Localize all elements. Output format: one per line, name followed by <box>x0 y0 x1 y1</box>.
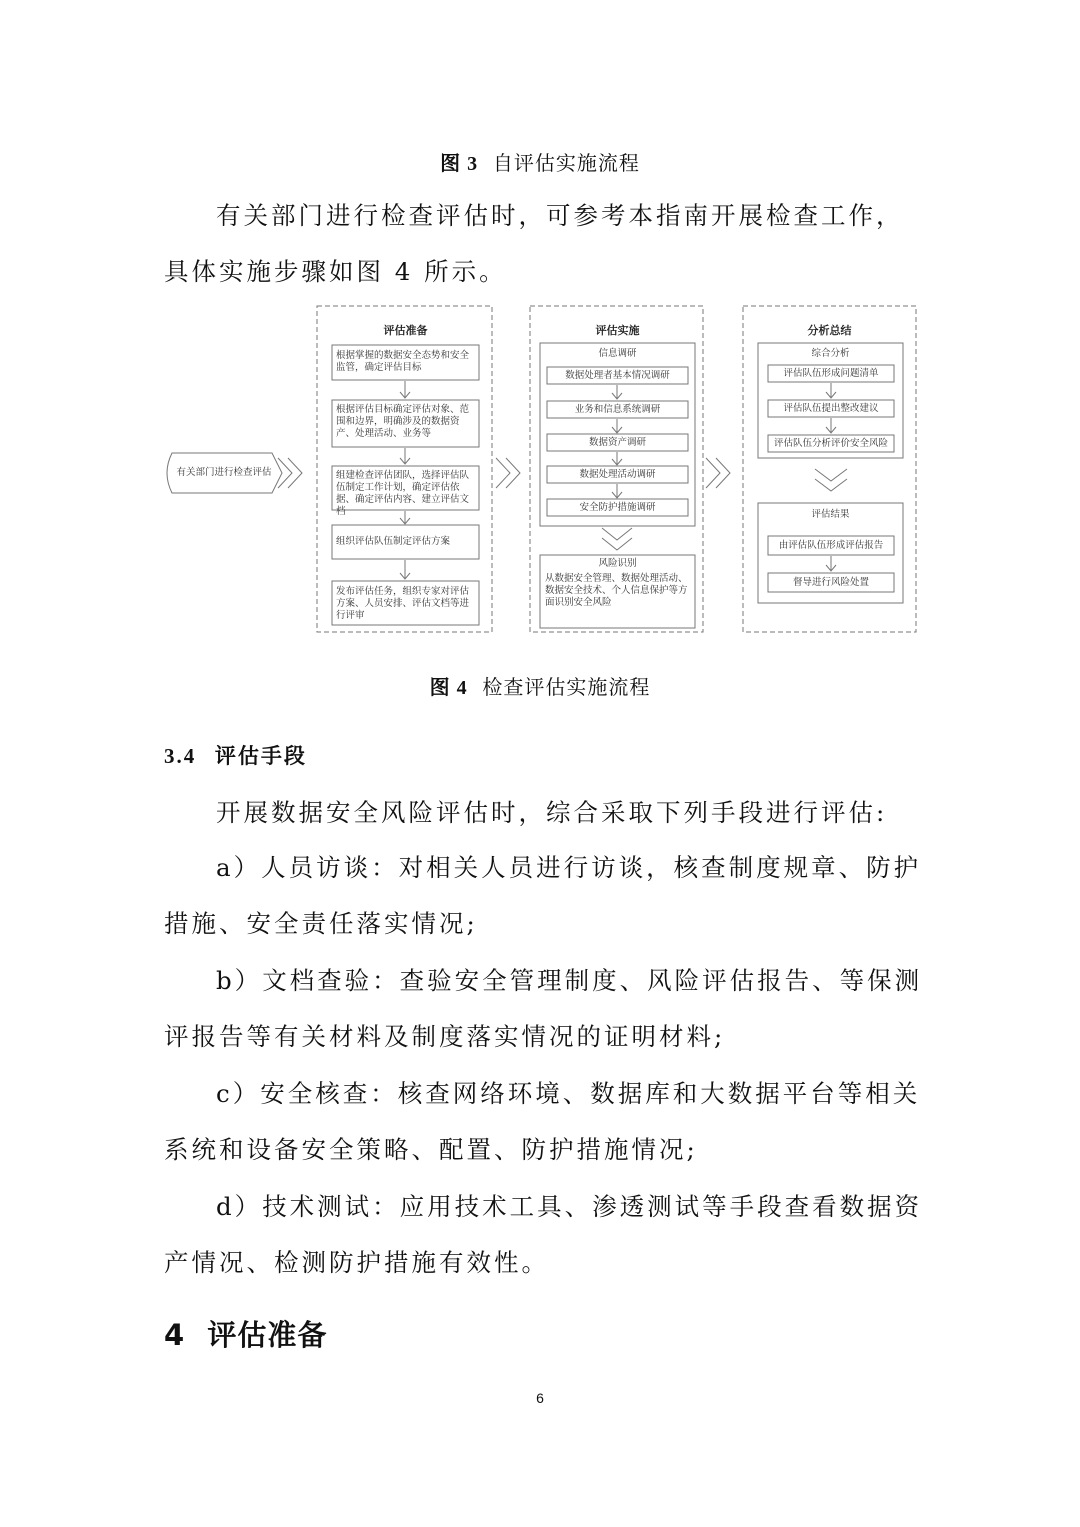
flow-step: 组织评估队伍制定评估方案 <box>336 536 451 547</box>
flow-step: 督导进行风险处置 <box>792 577 869 588</box>
list-marker: a） <box>216 853 262 882</box>
section-intro: 开展数据安全风险评估时，综合采取下列手段进行评估: <box>216 798 888 827</box>
figure-3-caption: 图 3 自评估实施流程 <box>440 151 640 175</box>
group-title: 风险识别 <box>598 558 637 569</box>
list-text: 技术测试：应用技术工具、渗透测试等手段查看数据资产情况、检测防护措施有效性。 <box>164 1192 923 1277</box>
intro-paragraph: 有关部门进行检查评估时，可参考本指南开展检查工作，具体实施步骤如图 4 所示。 <box>164 201 904 286</box>
flow-start-label: 有关部门进行检查评估 <box>176 467 272 478</box>
chevron-icon <box>716 458 730 488</box>
flow-step: 从数据安全管理、数据处理活动、数据安全技术、个人信息保护等方面识别安全风险 <box>545 573 688 608</box>
chevron-icon <box>288 458 302 488</box>
group-title: 信息调研 <box>598 348 637 359</box>
chevron-icon <box>278 458 292 488</box>
flow-step: 数据资产调研 <box>588 437 646 448</box>
list-marker: c） <box>216 1079 261 1108</box>
list-marker: d） <box>216 1192 263 1221</box>
chevron-icon <box>496 458 510 488</box>
flow-step: 业务和信息系统调研 <box>574 404 661 415</box>
list-item <box>164 840 924 952</box>
flow-step: 组建检查评估团队，选择评估队伍制定工作计划，确定评估依据、确定评估内容、建立评估文档 <box>336 470 470 517</box>
chevron-icon <box>706 458 720 488</box>
section-heading: 3.4 评估手段 <box>164 743 307 768</box>
list-text: 安全核查：核查网络环境、数据库和大数据平台等相关系统和设备安全策略、配置、防护措施情况; <box>164 1079 921 1164</box>
phase-title: 评估准备 <box>383 324 428 337</box>
list-item <box>164 1066 924 1178</box>
chapter-heading: 4 评估准备 <box>164 1318 328 1352</box>
flow-step: 根据评估目标确定评估对象、范围和边界，明确涉及的数据资产、处理活动、业务等 <box>336 404 470 439</box>
flowchart-figure-4 <box>160 303 920 635</box>
phase-title: 评估实施 <box>595 324 640 337</box>
group-title: 评估结果 <box>811 509 850 520</box>
list-item <box>164 953 924 1065</box>
list-marker: b） <box>216 966 263 995</box>
figure-4-caption: 图 4 检查评估实施流程 <box>429 675 651 699</box>
flow-step: 根据掌握的数据安全态势和安全监管，确定评估目标 <box>336 350 470 373</box>
flow-step: 评估队伍分析评价安全风险 <box>773 438 888 449</box>
list-item <box>164 1179 924 1291</box>
phase-title: 分析总结 <box>807 324 852 337</box>
flow-step: 评估队伍提出整改建议 <box>783 403 879 414</box>
list-text: 文档查验：查验安全管理制度、风险评估报告、等保测评报告等有关材料及制度落实情况的证明材料; <box>164 966 923 1051</box>
flow-step: 数据处理活动调研 <box>579 469 656 480</box>
group-title: 综合分析 <box>811 348 850 359</box>
page-number: 6 <box>536 1390 544 1406</box>
flow-step: 由评估队伍形成评估报告 <box>778 540 884 551</box>
chevron-icon <box>506 458 520 488</box>
flow-step: 数据处理者基本情况调研 <box>565 370 670 381</box>
list-text: 人员访谈：对相关人员进行访谈，核查制度规章、防护措施、安全责任落实情况; <box>164 853 922 938</box>
flow-step: 安全防护措施调研 <box>579 502 656 513</box>
flow-step: 发布评估任务，组织专家对评估方案、人员安排、评估文档等进行评审 <box>336 586 470 621</box>
flow-step: 评估队伍形成问题清单 <box>783 368 879 379</box>
